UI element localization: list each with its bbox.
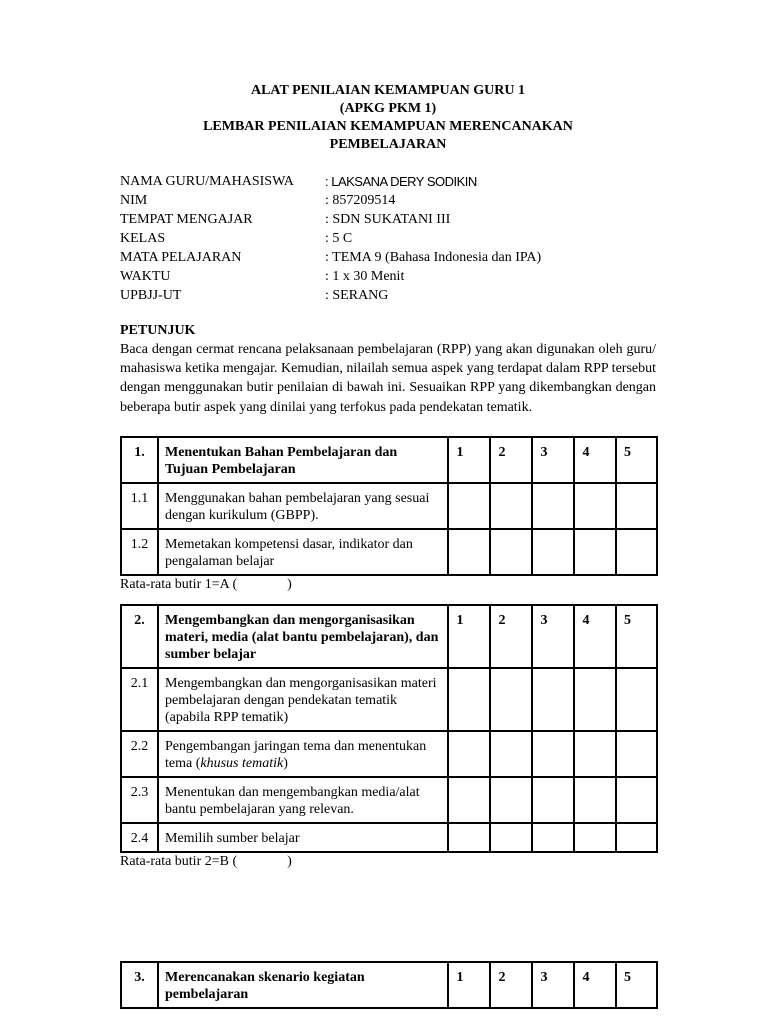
score-header-3: 3 <box>532 962 574 1008</box>
table-row <box>121 668 657 731</box>
score-cell[interactable] <box>616 777 657 823</box>
item-text <box>158 731 448 777</box>
table-row <box>121 731 657 777</box>
score-cell[interactable] <box>616 529 657 575</box>
title-line-4: PEMBELAJARAN <box>329 137 447 152</box>
table-header-row <box>121 605 657 668</box>
item-text: Memilih sumber belajar <box>158 823 448 852</box>
table-header-row <box>121 437 657 483</box>
info-row-nama <box>120 172 656 191</box>
score-cell[interactable] <box>490 777 532 823</box>
score-header-1: 1 <box>448 605 490 668</box>
score-cell[interactable] <box>448 777 490 823</box>
average-close: ) <box>287 577 292 592</box>
section-title: Merencanakan skenario kegiatan pembelajaran <box>158 962 448 1008</box>
title-line-1: ALAT PENILAIAN KEMAMPUAN GURU 1 <box>250 83 526 98</box>
info-row-mapel <box>120 248 656 267</box>
info-row-kelas <box>120 229 656 248</box>
section-number: 2. <box>121 605 158 668</box>
item-text-part: Pengembangan jaringan tema dan menentukan tema ( <box>165 739 427 771</box>
info-row-tempat <box>120 210 656 229</box>
score-cell[interactable] <box>490 668 532 731</box>
title-line-2: (APKG PKM 1) <box>339 101 437 116</box>
item-number: 1.2 <box>121 529 158 575</box>
petunjuk-heading: PETUNJUK <box>120 323 196 338</box>
item-number: 2.4 <box>121 823 158 852</box>
score-cell[interactable] <box>574 529 616 575</box>
info-label: NIM <box>120 193 148 208</box>
average-label: Rata-rata butir 1=A ( <box>120 577 238 592</box>
score-cell[interactable] <box>490 731 532 777</box>
score-header-5: 5 <box>616 605 657 668</box>
table-row <box>121 483 657 529</box>
average-label: Rata-rata butir 2=B ( <box>120 854 238 869</box>
average-line-1 <box>120 576 656 594</box>
score-cell[interactable] <box>532 731 574 777</box>
item-text: Memetakan kompetensi dasar, indikator dan pengalaman belajar <box>158 529 448 575</box>
rubric-table-2 <box>120 604 658 853</box>
score-cell[interactable] <box>490 483 532 529</box>
item-text-italic: khusus tematik <box>200 756 284 771</box>
score-cell[interactable] <box>448 731 490 777</box>
document-title <box>120 82 656 154</box>
table-row <box>121 823 657 852</box>
info-value: : SERANG <box>325 288 389 303</box>
info-value: : 5 C <box>325 231 353 246</box>
info-value: : LAKSANA DERY SODIKIN <box>325 174 477 189</box>
average-line-2 <box>120 853 656 871</box>
score-cell[interactable] <box>448 483 490 529</box>
score-cell[interactable] <box>448 823 490 852</box>
score-header-5: 5 <box>616 962 657 1008</box>
score-header-5: 5 <box>616 437 657 483</box>
info-label: TEMPAT MENGAJAR <box>120 212 253 227</box>
score-cell[interactable] <box>448 668 490 731</box>
score-header-2: 2 <box>490 437 532 483</box>
score-header-2: 2 <box>490 962 532 1008</box>
info-value: : SDN SUKATANI III <box>325 212 451 227</box>
score-cell[interactable] <box>574 823 616 852</box>
title-line-3: LEMBAR PENILAIAN KEMAMPUAN MERENCANAKAN <box>203 119 573 134</box>
item-number: 1.1 <box>121 483 158 529</box>
petunjuk-text: Baca dengan cermat rencana pelaksanaan pembelajaran (RPP) yang akan digunakan oleh guru/ mahasiswa ketika mengajar. Kemudian, nilailah semua aspek yang terdapat dalam RPP tersebut dengan menggunakan butir penilaian di bawah ini. Sesuaikan RPP yang dikembangkan dengan beberapa butir aspek yang dinilai yang terfokus pada pendekatan tematik. <box>120 342 656 415</box>
info-value: : 1 x 30 Menit <box>325 269 405 284</box>
table-row <box>121 529 657 575</box>
identity-block <box>120 172 656 305</box>
score-cell[interactable] <box>574 668 616 731</box>
score-header-4: 4 <box>574 605 616 668</box>
item-text: Menentukan dan mengembangkan media/alat bantu pembelajaran yang relevan. <box>158 777 448 823</box>
info-label: UPBJJ-UT <box>120 288 182 303</box>
score-cell[interactable] <box>532 823 574 852</box>
score-cell[interactable] <box>532 668 574 731</box>
score-cell[interactable] <box>616 731 657 777</box>
score-cell[interactable] <box>574 731 616 777</box>
score-cell[interactable] <box>532 483 574 529</box>
info-row-waktu <box>120 267 656 286</box>
info-row-upbjj <box>120 286 656 305</box>
info-label: KELAS <box>120 231 166 246</box>
section-title: Menentukan Bahan Pembelajaran dan Tujuan Pembelajaran <box>158 437 448 483</box>
average-close: ) <box>287 854 292 869</box>
info-label: MATA PELAJARAN <box>120 250 242 265</box>
score-cell[interactable] <box>574 777 616 823</box>
item-number: 2.2 <box>121 731 158 777</box>
score-cell[interactable] <box>532 529 574 575</box>
score-header-3: 3 <box>532 605 574 668</box>
section-title: Mengembangkan dan mengorganisasikan materi, media (alat bantu pembelajaran), dan sumber belajar <box>158 605 448 668</box>
item-number: 2.3 <box>121 777 158 823</box>
score-cell[interactable] <box>448 529 490 575</box>
rubric-table-1 <box>120 436 658 576</box>
score-header-4: 4 <box>574 437 616 483</box>
score-header-3: 3 <box>532 437 574 483</box>
section-number: 3. <box>121 962 158 1008</box>
document-page <box>120 82 656 1009</box>
score-cell[interactable] <box>616 823 657 852</box>
rubric-table-3 <box>120 961 658 1009</box>
table-row <box>121 777 657 823</box>
info-row-nim <box>120 191 656 210</box>
item-text: Mengembangkan dan mengorganisasikan materi pembelajaran dengan pendekatan tematik (apabila RPP tematik) <box>158 668 448 731</box>
item-text: Menggunakan bahan pembelajaran yang sesuai dengan kurikulum (GBPP). <box>158 483 448 529</box>
item-text-part: ) <box>283 756 288 771</box>
section-number: 1. <box>121 437 158 483</box>
info-label: WAKTU <box>120 269 171 284</box>
table-header-row <box>121 962 657 1008</box>
score-cell[interactable] <box>490 823 532 852</box>
score-header-1: 1 <box>448 437 490 483</box>
score-cell[interactable] <box>574 483 616 529</box>
item-number: 2.1 <box>121 668 158 731</box>
info-label: NAMA GURU/MAHASISWA <box>120 174 294 189</box>
score-header-4: 4 <box>574 962 616 1008</box>
score-cell[interactable] <box>532 777 574 823</box>
score-cell[interactable] <box>616 483 657 529</box>
score-header-2: 2 <box>490 605 532 668</box>
info-value: : TEMA 9 (Bahasa Indonesia dan IPA) <box>325 250 542 265</box>
score-cell[interactable] <box>490 529 532 575</box>
info-value: : 857209514 <box>325 193 396 208</box>
score-header-1: 1 <box>448 962 490 1008</box>
score-cell[interactable] <box>616 668 657 731</box>
